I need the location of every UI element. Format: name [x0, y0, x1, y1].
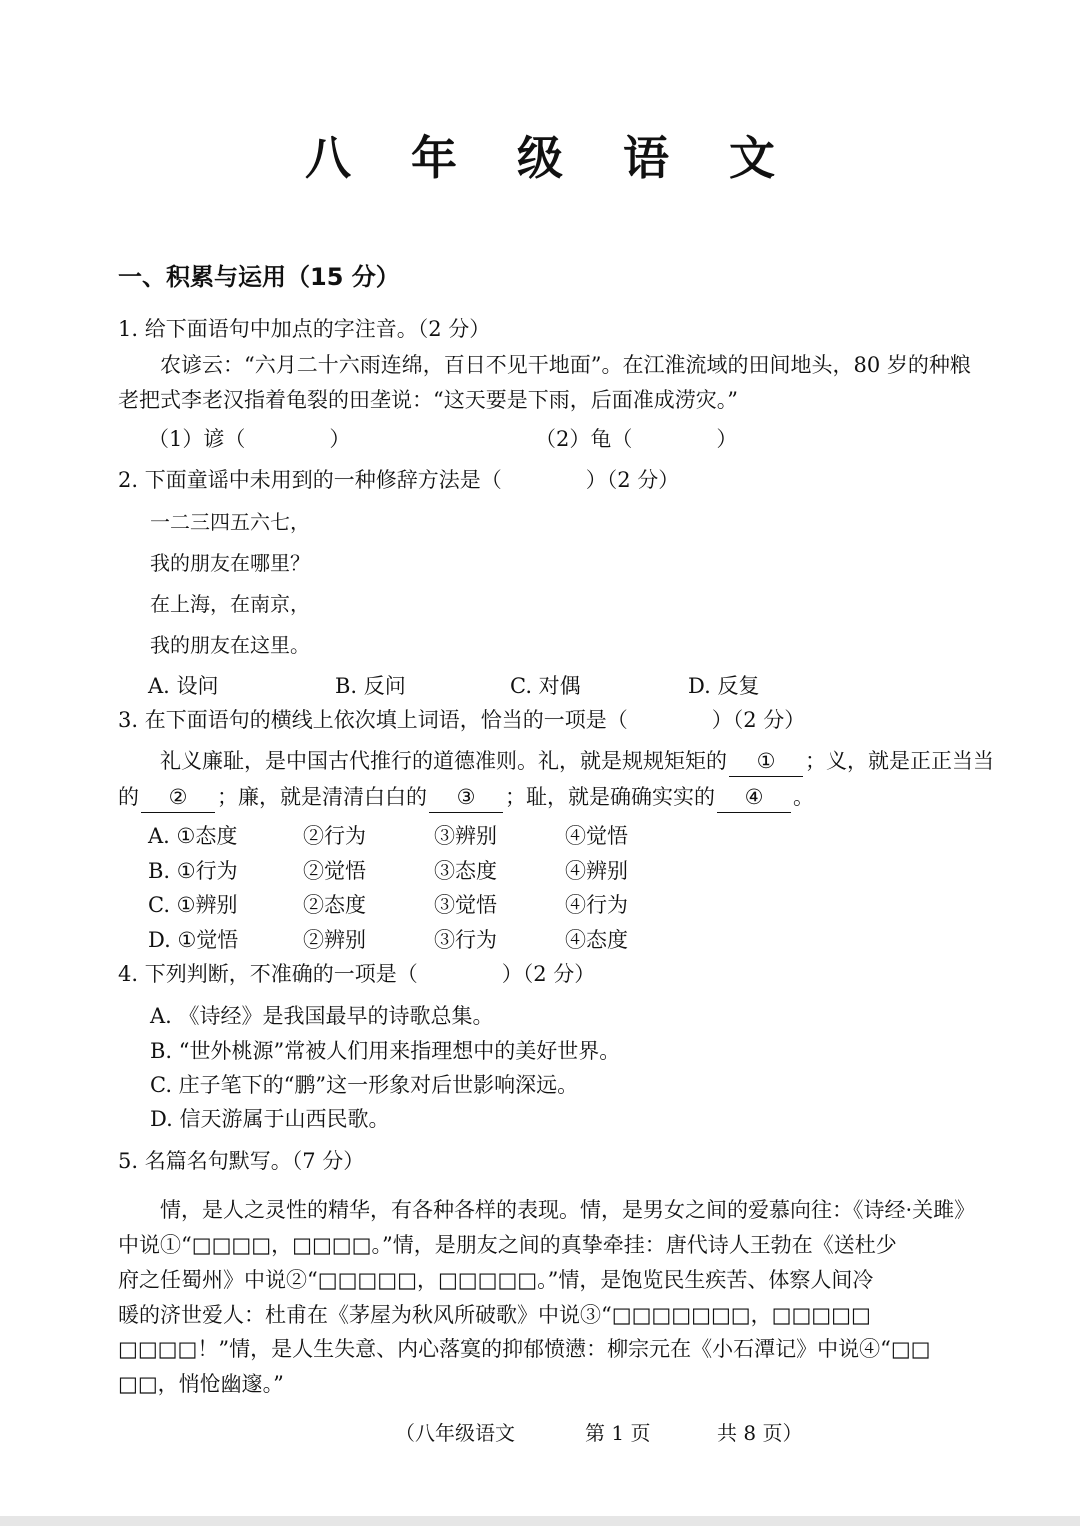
rhyme-line: 我的朋友在哪里？	[150, 551, 310, 575]
question-2-option: D. 反复	[688, 674, 760, 698]
question-2-option: B. 反问	[335, 674, 406, 698]
footer-total-pages: 共 8 页）	[717, 1421, 803, 1445]
footer-page-number: 第 1 页	[585, 1421, 651, 1445]
question-1-stem: 1. 给下面语句中加点的字注音。（2 分）	[118, 317, 491, 341]
question-4-option: D. 信天游属于山西民歌。	[150, 1107, 390, 1131]
section-heading: 一、积累与运用（15 分）	[118, 263, 400, 291]
question-3-option: ②态度	[303, 893, 366, 917]
question-3-text: 的 ② ；廉，就是清清白白的 ③ ；耻，就是确确实实的 ④ 。	[118, 782, 814, 813]
question-1-text: 农谚云：“六月二十六雨连绵，百日不见干地面”。在江淮流域的田间地头，80 岁的种粮	[160, 353, 971, 377]
fill-blank: ④	[717, 782, 791, 813]
question-4-option: B. “世外桃源”常被人们用来指理想中的美好世界。	[150, 1039, 621, 1063]
question-3-option: C. ①辨别	[148, 893, 238, 917]
question-5-text: □□□□！”情，是人生失意、内心落寞的抑郁愤懑：柳宗元在《小石潭记》中说④“□□	[118, 1337, 931, 1361]
question-3-option: ④辨别	[565, 859, 628, 883]
fill-blank: ②	[141, 782, 215, 813]
question-4-stem: 4. 下列判断，不准确的一项是（ ）（2 分）	[118, 962, 596, 986]
rhyme-line: 一二三四五六七，	[150, 510, 310, 534]
question-3-option: ③辨别	[434, 824, 497, 848]
question-3-option: ②觉悟	[303, 859, 366, 883]
rhyme-line: 我的朋友在这里。	[150, 633, 310, 657]
question-5-text: 府之任蜀州》中说②“□□□□□，□□□□□。”情，是饱览民生疾苦、体察人间冷	[118, 1268, 874, 1292]
question-5-text: 情，是人之灵性的精华，有各种各样的表现。情，是男女之间的爱慕向往：《诗经·关雎》	[160, 1198, 976, 1222]
rhyme-line: 在上海，在南京，	[150, 592, 310, 616]
page-title: 八 年 级 语 文	[304, 131, 798, 185]
question-3-option: ③行为	[434, 928, 497, 952]
question-4-option: C. 庄子笔下的“鹏”这一形象对后世影响深远。	[150, 1073, 579, 1097]
question-2-option: C. 对偶	[510, 674, 581, 698]
question-3-option: ②辨别	[303, 928, 366, 952]
question-3-option: ③态度	[434, 859, 497, 883]
question-1-answer-blank: （1）谚（ ）	[148, 427, 351, 451]
question-2-option: A. 设问	[148, 674, 219, 698]
question-3-option: ③觉悟	[434, 893, 497, 917]
scan-edge-shadow	[0, 1516, 1080, 1526]
question-3-option: ④觉悟	[565, 824, 628, 848]
fill-blank: ③	[429, 782, 503, 813]
question-3-stem: 3. 在下面语句的横线上依次填上词语，恰当的一项是（ ）（2 分）	[118, 708, 806, 732]
question-4-option: A. 《诗经》是我国最早的诗歌总集。	[150, 1004, 494, 1028]
fill-blank: ①	[729, 746, 803, 777]
question-2-stem: 2. 下面童谣中未用到的一种修辞方法是（ ）（2 分）	[118, 468, 680, 492]
question-5-stem: 5. 名篇名句默写。（7 分）	[118, 1149, 365, 1173]
question-5-text: □□，悄怆幽邃。”	[118, 1372, 284, 1396]
question-3-option: ④行为	[565, 893, 628, 917]
question-3-option: ④态度	[565, 928, 628, 952]
question-1-answer-blank: （2）龟（ ）	[535, 427, 738, 451]
question-1-text: 老把式李老汉指着龟裂的田垄说：“这天要是下雨，后面准成涝灾。”	[118, 388, 738, 412]
question-5-text: 暖的济世爱人：杜甫在《茅屋为秋风所破歌》中说③“□□□□□□□，□□□□□	[118, 1303, 871, 1327]
question-5-text: 中说①“□□□□，□□□□。”情，是朋友之间的真挚牵挂：唐代诗人王勃在《送杜少	[118, 1233, 897, 1257]
question-3-text: 礼义廉耻，是中国古代推行的道德准则。礼，就是规规矩矩的 ① ；义，就是正正当当	[160, 746, 994, 777]
question-3-option: B. ①行为	[148, 859, 238, 883]
question-3-option: ②行为	[303, 824, 366, 848]
question-3-option: D. ①觉悟	[148, 928, 239, 952]
question-3-option: A. ①态度	[148, 824, 238, 848]
footer-subject: （八年级语文	[395, 1421, 515, 1445]
